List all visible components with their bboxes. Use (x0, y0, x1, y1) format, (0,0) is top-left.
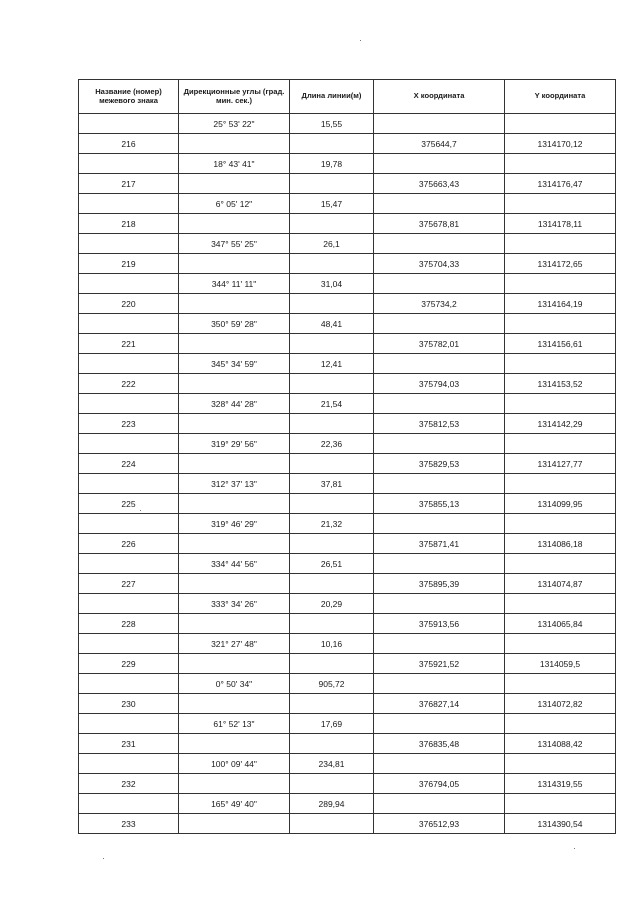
y-coordinate-cell: 1314390,54 (505, 814, 616, 834)
y-coordinate-cell: 1314099,95 (505, 494, 616, 514)
point-row (79, 814, 616, 834)
direction-angle-cell: 18° 43' 41" (179, 154, 290, 174)
direction-angle-cell (179, 694, 290, 714)
x-coordinate-cell (374, 474, 505, 494)
direction-angle-cell (179, 254, 290, 274)
table-header-row (79, 80, 616, 114)
mark-name-cell (79, 594, 179, 614)
direction-angle-cell: 321° 27' 48" (179, 634, 290, 654)
y-coordinate-cell: 1314142,29 (505, 414, 616, 434)
point-row (79, 534, 616, 554)
x-coordinate-cell (374, 114, 505, 134)
line-length-cell: 20,29 (290, 594, 374, 614)
line-length-cell (290, 174, 374, 194)
x-coordinate-cell (374, 634, 505, 654)
mark-name-cell (79, 154, 179, 174)
table-body (79, 114, 616, 834)
line-length-cell (290, 774, 374, 794)
mark-name-cell: 233 (79, 814, 179, 834)
point-row (79, 494, 616, 514)
direction-angle-cell (179, 414, 290, 434)
point-row (79, 454, 616, 474)
x-coordinate-cell: 376794,05 (374, 774, 505, 794)
line-length-cell: 10,16 (290, 634, 374, 654)
direction-angle-cell (179, 614, 290, 634)
x-coordinate-cell: 375921,52 (374, 654, 505, 674)
line-length-cell: 15,47 (290, 194, 374, 214)
direction-angle-cell: 0° 50' 34" (179, 674, 290, 694)
y-coordinate-cell (505, 794, 616, 814)
y-coordinate-cell: 1314059,5 (505, 654, 616, 674)
mark-name-cell (79, 274, 179, 294)
direction-angle-cell (179, 734, 290, 754)
direction-angle-cell (179, 294, 290, 314)
line-length-cell (290, 214, 374, 234)
x-coordinate-cell: 375829,53 (374, 454, 505, 474)
line-length-cell (290, 614, 374, 634)
y-coordinate-cell (505, 714, 616, 734)
y-coordinate-cell (505, 554, 616, 574)
mark-name-cell (79, 434, 179, 454)
direction-angle-cell: 61° 52' 13" (179, 714, 290, 734)
x-coordinate-cell: 375644,7 (374, 134, 505, 154)
x-coordinate-cell: 375812,53 (374, 414, 505, 434)
point-row (79, 254, 616, 274)
mark-name-cell: 228 (79, 614, 179, 634)
point-row (79, 654, 616, 674)
x-coordinate-cell (374, 154, 505, 174)
line-length-cell: 289,94 (290, 794, 374, 814)
x-coordinate-cell: 375663,43 (374, 174, 505, 194)
direction-angle-cell (179, 334, 290, 354)
direction-angle-cell: 350° 59' 28" (179, 314, 290, 334)
mark-name-cell (79, 514, 179, 534)
y-coordinate-cell (505, 514, 616, 534)
x-coordinate-cell (374, 794, 505, 814)
x-coordinate-cell: 376835,48 (374, 734, 505, 754)
mark-name-cell (79, 714, 179, 734)
mark-name-cell: 224 (79, 454, 179, 474)
segment-row (79, 554, 616, 574)
mark-name-cell: 221 (79, 334, 179, 354)
segment-row (79, 314, 616, 334)
scan-speck (360, 40, 361, 41)
y-coordinate-cell: 1314086,18 (505, 534, 616, 554)
x-coordinate-cell (374, 554, 505, 574)
y-coordinate-cell (505, 594, 616, 614)
y-coordinate-cell (505, 394, 616, 414)
x-coordinate-cell (374, 594, 505, 614)
line-length-cell: 22,36 (290, 434, 374, 454)
mark-name-cell: 216 (79, 134, 179, 154)
direction-angle-cell (179, 214, 290, 234)
direction-angle-cell: 319° 29' 56" (179, 434, 290, 454)
x-coordinate-cell: 375704,33 (374, 254, 505, 274)
direction-angle-cell: 6° 05' 12" (179, 194, 290, 214)
y-coordinate-cell: 1314319,55 (505, 774, 616, 794)
point-row (79, 694, 616, 714)
x-coordinate-cell: 375855,13 (374, 494, 505, 514)
mark-name-cell (79, 354, 179, 374)
line-length-cell: 48,41 (290, 314, 374, 334)
y-coordinate-cell: 1314127,77 (505, 454, 616, 474)
direction-angle-cell: 312° 37' 13" (179, 474, 290, 494)
direction-angle-cell: 100° 09' 44" (179, 754, 290, 774)
direction-angle-cell (179, 654, 290, 674)
scan-speck (140, 510, 141, 511)
y-coordinate-cell (505, 634, 616, 654)
x-coordinate-cell (374, 754, 505, 774)
x-coordinate-cell: 375782,01 (374, 334, 505, 354)
mark-name-cell (79, 754, 179, 774)
line-length-cell (290, 494, 374, 514)
segment-row (79, 714, 616, 734)
line-length-cell: 17,69 (290, 714, 374, 734)
x-coordinate-cell (374, 234, 505, 254)
y-coordinate-cell: 1314176,47 (505, 174, 616, 194)
line-length-cell (290, 254, 374, 274)
direction-angle-cell: 165° 49' 40" (179, 794, 290, 814)
direction-angle-cell (179, 454, 290, 474)
line-length-cell (290, 654, 374, 674)
mark-name-cell: 223 (79, 414, 179, 434)
direction-angle-cell: 319° 46' 29" (179, 514, 290, 534)
point-row (79, 734, 616, 754)
line-length-cell: 905,72 (290, 674, 374, 694)
y-coordinate-cell: 1314170,12 (505, 134, 616, 154)
direction-angle-cell: 334° 44' 56" (179, 554, 290, 574)
direction-angle-cell: 328° 44' 28" (179, 394, 290, 414)
mark-name-cell: 232 (79, 774, 179, 794)
mark-name-cell: 229 (79, 654, 179, 674)
line-length-cell: 31,04 (290, 274, 374, 294)
header-x-coordinate: X координата (374, 80, 505, 114)
boundary-marks-table (78, 79, 616, 834)
y-coordinate-cell (505, 474, 616, 494)
mark-name-cell: 225 (79, 494, 179, 514)
segment-row (79, 434, 616, 454)
segment-row (79, 674, 616, 694)
y-coordinate-cell: 1314164,19 (505, 294, 616, 314)
x-coordinate-cell: 375871,41 (374, 534, 505, 554)
segment-row (79, 474, 616, 494)
header-line-length: Длина линии(м) (290, 80, 374, 114)
y-coordinate-cell (505, 434, 616, 454)
direction-angle-cell: 347° 55' 25" (179, 234, 290, 254)
y-coordinate-cell (505, 194, 616, 214)
x-coordinate-cell (374, 194, 505, 214)
y-coordinate-cell (505, 314, 616, 334)
mark-name-cell: 219 (79, 254, 179, 274)
line-length-cell: 21,32 (290, 514, 374, 534)
x-coordinate-cell (374, 674, 505, 694)
segment-row (79, 194, 616, 214)
mark-name-cell: 217 (79, 174, 179, 194)
mark-name-cell: 227 (79, 574, 179, 594)
line-length-cell: 15,55 (290, 114, 374, 134)
y-coordinate-cell (505, 354, 616, 374)
y-coordinate-cell: 1314172,65 (505, 254, 616, 274)
line-length-cell (290, 574, 374, 594)
x-coordinate-cell: 375913,56 (374, 614, 505, 634)
direction-angle-cell (179, 774, 290, 794)
line-length-cell: 21,54 (290, 394, 374, 414)
segment-row (79, 514, 616, 534)
mark-name-cell (79, 474, 179, 494)
header-mark-name: Название (номер) межевого знака (79, 80, 179, 114)
direction-angle-cell (179, 174, 290, 194)
line-length-cell (290, 334, 374, 354)
segment-row (79, 394, 616, 414)
line-length-cell: 234,81 (290, 754, 374, 774)
y-coordinate-cell: 1314088,42 (505, 734, 616, 754)
line-length-cell (290, 134, 374, 154)
line-length-cell (290, 814, 374, 834)
mark-name-cell (79, 394, 179, 414)
mark-name-cell: 218 (79, 214, 179, 234)
scan-speck (103, 858, 104, 859)
x-coordinate-cell (374, 394, 505, 414)
point-row (79, 174, 616, 194)
mark-name-cell (79, 234, 179, 254)
x-coordinate-cell: 376512,93 (374, 814, 505, 834)
y-coordinate-cell (505, 754, 616, 774)
direction-angle-cell (179, 574, 290, 594)
x-coordinate-cell (374, 514, 505, 534)
point-row (79, 574, 616, 594)
line-length-cell (290, 294, 374, 314)
mark-name-cell: 220 (79, 294, 179, 314)
direction-angle-cell (179, 374, 290, 394)
segment-row (79, 114, 616, 134)
mark-name-cell (79, 634, 179, 654)
point-row (79, 294, 616, 314)
y-coordinate-cell (505, 114, 616, 134)
segment-row (79, 354, 616, 374)
point-row (79, 334, 616, 354)
segment-row (79, 754, 616, 774)
mark-name-cell (79, 194, 179, 214)
x-coordinate-cell (374, 714, 505, 734)
segment-row (79, 274, 616, 294)
x-coordinate-cell (374, 274, 505, 294)
y-coordinate-cell (505, 234, 616, 254)
x-coordinate-cell (374, 314, 505, 334)
y-coordinate-cell: 1314153,52 (505, 374, 616, 394)
y-coordinate-cell (505, 274, 616, 294)
y-coordinate-cell: 1314074,87 (505, 574, 616, 594)
y-coordinate-cell: 1314065,84 (505, 614, 616, 634)
y-coordinate-cell (505, 154, 616, 174)
line-length-cell (290, 534, 374, 554)
y-coordinate-cell: 1314156,61 (505, 334, 616, 354)
mark-name-cell (79, 794, 179, 814)
y-coordinate-cell: 1314072,82 (505, 694, 616, 714)
x-coordinate-cell: 375794,03 (374, 374, 505, 394)
mark-name-cell: 230 (79, 694, 179, 714)
line-length-cell (290, 414, 374, 434)
header-direction-angle: Дирекционные углы (град. мин. сек.) (179, 80, 290, 114)
direction-angle-cell (179, 134, 290, 154)
point-row (79, 614, 616, 634)
direction-angle-cell: 345° 34' 59" (179, 354, 290, 374)
direction-angle-cell: 333° 34' 26" (179, 594, 290, 614)
direction-angle-cell: 25° 53' 22" (179, 114, 290, 134)
line-length-cell: 19,78 (290, 154, 374, 174)
segment-row (79, 234, 616, 254)
point-row (79, 774, 616, 794)
direction-angle-cell (179, 494, 290, 514)
point-row (79, 214, 616, 234)
mark-name-cell: 222 (79, 374, 179, 394)
scan-speck (574, 848, 575, 849)
mark-name-cell: 226 (79, 534, 179, 554)
x-coordinate-cell (374, 434, 505, 454)
point-row (79, 374, 616, 394)
point-row (79, 134, 616, 154)
x-coordinate-cell (374, 354, 505, 374)
y-coordinate-cell (505, 674, 616, 694)
line-length-cell: 26,1 (290, 234, 374, 254)
header-y-coordinate: Y координата (505, 80, 616, 114)
mark-name-cell (79, 554, 179, 574)
point-row (79, 414, 616, 434)
direction-angle-cell (179, 534, 290, 554)
x-coordinate-cell: 375895,39 (374, 574, 505, 594)
line-length-cell: 12,41 (290, 354, 374, 374)
mark-name-cell (79, 674, 179, 694)
mark-name-cell: 231 (79, 734, 179, 754)
line-length-cell: 26,51 (290, 554, 374, 574)
x-coordinate-cell: 376827,14 (374, 694, 505, 714)
line-length-cell (290, 374, 374, 394)
x-coordinate-cell: 375678,81 (374, 214, 505, 234)
direction-angle-cell: 344° 11' 11" (179, 274, 290, 294)
segment-row (79, 594, 616, 614)
segment-row (79, 634, 616, 654)
segment-row (79, 794, 616, 814)
x-coordinate-cell: 375734,2 (374, 294, 505, 314)
line-length-cell: 37,81 (290, 474, 374, 494)
y-coordinate-cell: 1314178,11 (505, 214, 616, 234)
line-length-cell (290, 734, 374, 754)
segment-row (79, 154, 616, 174)
mark-name-cell (79, 114, 179, 134)
line-length-cell (290, 454, 374, 474)
direction-angle-cell (179, 814, 290, 834)
line-length-cell (290, 694, 374, 714)
mark-name-cell (79, 314, 179, 334)
